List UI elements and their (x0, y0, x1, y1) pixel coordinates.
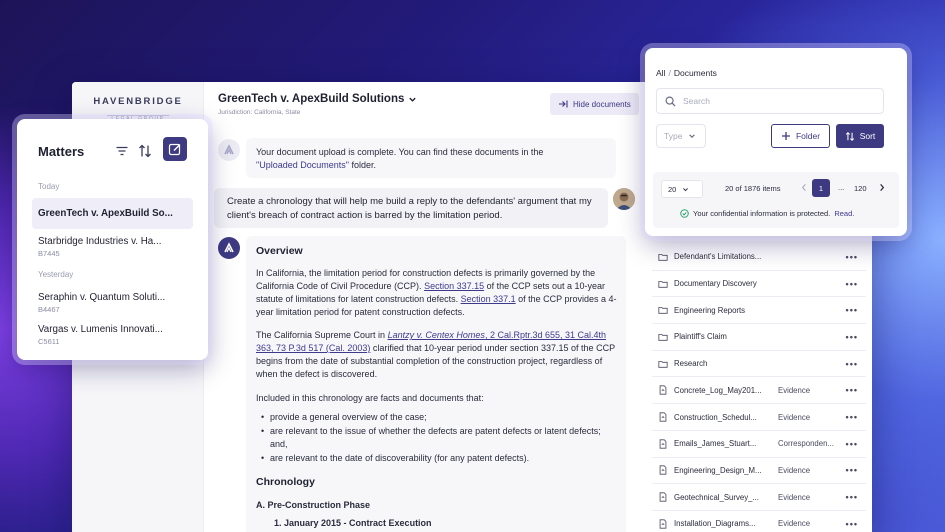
lantzy-case-cite: , 2 Cal.Rptr.3d 655, 31 Cal.4th 363, 73 P.3d 517 (Cal. 2003) (256, 330, 607, 353)
more-options-button[interactable]: ••• (845, 251, 858, 262)
assistant-logo-icon (223, 242, 235, 254)
item-name: Plaintiff's Claim (674, 332, 727, 342)
more-options-button[interactable]: ••• (845, 385, 858, 396)
assistant-logo-icon (223, 144, 235, 156)
matter-title: Seraphin v. Quantum Soluti... (38, 292, 166, 303)
user-avatar (613, 188, 635, 210)
collapse-right-icon (558, 99, 568, 109)
more-options-button[interactable]: ••• (845, 278, 858, 289)
bullet-item: • are relevant to the date of discoverability (for any patent defects). (270, 452, 529, 465)
answer-paragraph-2 (256, 329, 626, 381)
item-name: Concrete_Log_May201... (674, 385, 762, 395)
item-name: Research (674, 359, 708, 369)
items-per-page-value: 20 (668, 184, 677, 194)
folder-row[interactable] (652, 351, 866, 378)
folder-icon (658, 359, 668, 369)
assistant-avatar (218, 237, 240, 259)
pagination-bar (653, 172, 899, 228)
more-options-button[interactable]: ••• (845, 358, 858, 369)
search-icon (665, 96, 676, 107)
chevron-down-icon (408, 95, 417, 104)
item-tag: Evidence (778, 492, 811, 502)
item-tag: Evidence (778, 385, 811, 395)
matter-item[interactable] (32, 198, 193, 229)
document-icon (658, 385, 668, 395)
item-name: Engineering Reports (674, 305, 746, 315)
more-options-button[interactable]: ••• (845, 518, 858, 529)
more-options-button[interactable]: ••• (845, 438, 858, 449)
folder-icon (658, 252, 668, 262)
matter-item[interactable] (32, 236, 193, 258)
breadcrumb (656, 68, 717, 78)
chevron-down-icon (682, 186, 689, 193)
p1-text-b: of the CCP sets out a 10-year statute of limitations for latent construction defects. (256, 281, 606, 304)
item-name: Defendant's Limitations... (674, 252, 762, 262)
folder-icon (658, 332, 668, 342)
folder-row[interactable] (652, 271, 866, 298)
document-icon (658, 465, 668, 475)
chevron-right-icon (878, 183, 886, 192)
user-photo (613, 188, 635, 210)
answer-paragraph-1 (256, 267, 626, 319)
upload-message-suffix: folder. (348, 160, 376, 170)
bullet-item: • provide a general overview of the case; (270, 411, 427, 424)
p1-text-a: In California, the limitation period for construction defects is primarily governed by the California Code of Civil Procedure (CCP). (256, 268, 596, 291)
document-icon (658, 519, 668, 529)
matter-item[interactable] (32, 292, 193, 314)
more-options-button[interactable]: ••• (845, 412, 858, 423)
add-folder-button[interactable] (771, 124, 830, 148)
user-message: Create a chronology that will help me build a reply to the defendants' argument that my client's breach of contract action is barred by the limitation period. (214, 188, 608, 228)
shield-check-icon (680, 209, 689, 218)
uploaded-documents-link[interactable]: "Uploaded Documents" (256, 160, 349, 170)
matter-title: Vargas v. Lumenis Innovati... (38, 324, 163, 335)
item-name: Emails_James_Stuart... (674, 439, 757, 449)
matters-title: Matters (38, 144, 85, 159)
section-337-15-link[interactable]: Section 337.15 (424, 281, 485, 291)
security-notice (680, 209, 854, 218)
folder-row[interactable] (652, 297, 866, 324)
group-label-today: Today (38, 182, 60, 191)
security-read-link[interactable]: Read. (834, 209, 855, 218)
item-name: Documentary Discovery (674, 279, 757, 289)
sort-icon (845, 131, 855, 142)
chevron-down-icon (688, 132, 696, 140)
type-select[interactable] (656, 124, 706, 148)
plus-icon (781, 131, 791, 141)
page-1-button[interactable]: 1 (812, 179, 830, 197)
assistant-avatar (218, 139, 240, 161)
matters-panel (17, 119, 208, 360)
file-row[interactable] (652, 458, 866, 485)
item-tag: Corresponden... (778, 439, 834, 449)
matter-item[interactable] (32, 324, 193, 346)
compose-icon (168, 142, 182, 156)
filter-icon (115, 144, 129, 158)
more-options-button[interactable]: ••• (845, 305, 858, 316)
folder-row[interactable] (652, 324, 866, 351)
breadcrumb-documents: Documents (673, 68, 717, 78)
item-tag: Evidence (778, 519, 811, 529)
answer-chronology-item: 1. January 2015 - Contract Execution (274, 518, 432, 528)
document-icon (658, 439, 668, 449)
filter-button[interactable] (115, 144, 129, 158)
folder-row[interactable] (652, 244, 866, 271)
sort-documents-label: Sort (859, 131, 876, 141)
item-tag: Evidence (778, 412, 811, 422)
item-name: Construction_Schedul... (674, 412, 757, 422)
security-notice-text: Your confidential information is protected. (693, 209, 831, 218)
item-name: Engineering_Design_M... (674, 465, 762, 475)
matter-title: GreenTech v. ApexBuild So... (38, 208, 173, 219)
case-title-text: GreenTech v. ApexBuild Solutions (218, 93, 405, 105)
hide-documents-button[interactable] (550, 93, 639, 115)
sort-documents-button[interactable] (836, 124, 884, 148)
item-range-text: 20 of 1876 items (725, 184, 781, 193)
previous-page-button[interactable] (800, 183, 808, 192)
item-name: Geotechnical_Survey_... (674, 492, 759, 502)
p1-text-c: of the CCP provides a 4-year limitation period for patent construction defects. (256, 294, 617, 317)
bullet-item: • are relevant to the issue of whether the defects are patent defects or latent defects; and, (270, 425, 620, 451)
folder-icon (658, 279, 668, 289)
item-name: Installation_Diagrams... (674, 519, 756, 529)
assistant-answer (246, 236, 626, 532)
answer-subheading: A. Pre-Construction Phase (256, 500, 371, 510)
assistant-message-upload (246, 138, 616, 178)
file-row[interactable] (652, 484, 866, 511)
items-per-page-select[interactable] (661, 180, 703, 198)
matter-code: C5611 (38, 337, 60, 346)
lantzy-case-name: Lantzy v. Centex Homes (387, 330, 485, 340)
case-jurisdiction: Jurisdiction: California, State (218, 109, 301, 116)
more-options-button[interactable]: ••• (845, 465, 858, 476)
answer-heading-overview: Overview (256, 245, 303, 257)
breadcrumb-separator: / (668, 68, 671, 78)
answer-heading-chronology: Chronology (256, 476, 315, 488)
sort-icon (138, 143, 152, 159)
group-label-yesterday: Yesterday (38, 270, 74, 279)
file-row[interactable] (652, 511, 866, 532)
type-select-label: Type (664, 131, 683, 141)
item-tag: Evidence (778, 465, 811, 475)
add-folder-label: Folder (795, 131, 821, 141)
documents-panel (645, 48, 907, 236)
more-options-button[interactable]: ••• (845, 331, 858, 342)
p2-text-a: The California Supreme Court in (256, 330, 388, 340)
answer-paragraph-3: Included in this chronology are facts and documents that: (256, 393, 484, 403)
matter-code: B4467 (38, 305, 60, 314)
section-337-1-link[interactable]: Section 337.1 (460, 294, 516, 304)
breadcrumb-all[interactable]: All (656, 68, 666, 78)
search-input[interactable] (683, 96, 863, 106)
more-options-button[interactable]: ••• (845, 492, 858, 503)
document-icon (658, 412, 668, 422)
hide-documents-label: Hide documents (573, 99, 631, 109)
next-page-button[interactable] (878, 183, 886, 192)
new-matter-button[interactable] (163, 137, 187, 161)
sort-button[interactable] (138, 143, 152, 159)
file-row[interactable] (652, 378, 866, 405)
brand-name: HAVENBRIDGE (93, 96, 183, 107)
case-title[interactable] (218, 93, 417, 105)
folder-icon (658, 305, 668, 315)
p2-text-b: clarified that 10-year period under section 337.15 of the CCP begins from the date of substantial completion of the construction project, regardless of when the defect is discovered. (256, 343, 615, 379)
search-field[interactable] (656, 88, 884, 114)
upload-message-text: Your document upload is complete. You can find these documents in the (256, 147, 544, 157)
page-ellipsis: ... (838, 183, 845, 192)
matter-title: Starbridge Industries v. Ha... (38, 236, 162, 247)
document-icon (658, 492, 668, 502)
chevron-left-icon (800, 183, 808, 192)
file-row[interactable] (652, 404, 866, 431)
last-page-button[interactable]: 120 (854, 184, 867, 193)
file-row[interactable] (652, 431, 866, 458)
matter-code: B7445 (38, 249, 60, 258)
